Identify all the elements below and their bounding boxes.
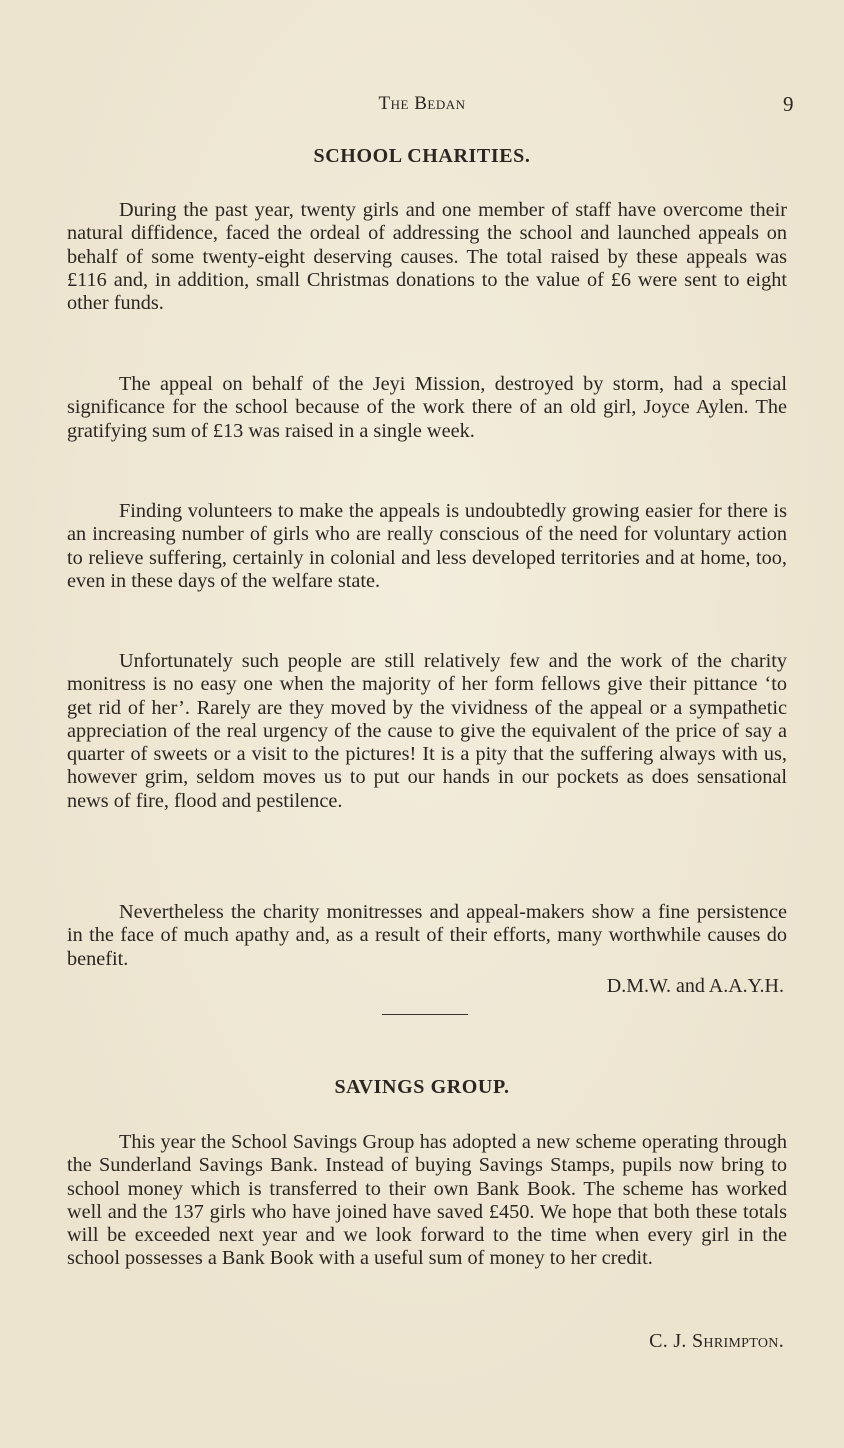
page-number: 9 <box>783 92 794 116</box>
paragraph: The appeal on behalf of the Jeyi Mission, destroyed by storm, had a special significance for the school because of the work there of an old girl, Joyce Aylen. The gratifying sum of £13 was raised in a single week. <box>67 373 787 442</box>
paragraph: This year the School Savings Group has adopted a new scheme operating through the Sunderland Savings Bank. Instead of buying Savings Stamps, pupils now bring to school money which is transferred to their own Bank Book. The scheme has worked well and the 137 girls who have joined have saved £450. We hope that both these totals will be exceeded next year and we look forward to the time when every girl in the school possesses a Bank Book with a useful sum of money to her credit. <box>67 1131 787 1270</box>
paragraph: Finding volunteers to make the appeals is undoubtedly growing easier for there is an increasing number of girls who are really conscious of the need for voluntary action to relieve suffering, certainly in colonial and less developed territories and at home, too, even in these days of the welfare state. <box>67 500 787 592</box>
section-divider <box>382 1014 468 1015</box>
signature: C. J. Shrimpton. <box>649 1330 784 1352</box>
running-header <box>0 93 844 123</box>
paragraph: During the past year, twenty girls and one member of staff have overcome their natural diffidence, faced the ordeal of addressing the school and launched appeals on behalf of some twenty-eight deserving causes. The total raised by these appeals was £116 and, in addition, small Christmas donations to the value of £6 were sent to eight other funds. <box>67 199 787 315</box>
paragraph: Nevertheless the charity monitresses and appeal-makers show a fine persistence in the face of much apathy and, as a result of their efforts, many worthwhile causes do benefit. <box>67 901 787 970</box>
section-title-school-charities: SCHOOL CHARITIES. <box>313 145 531 167</box>
running-title: The Bedan <box>378 93 466 114</box>
signature: D.M.W. and A.A.Y.H. <box>606 975 784 997</box>
section-title-savings-group: SAVINGS GROUP. <box>334 1076 510 1098</box>
paragraph: Unfortunately such people are still relatively few and the work of the charity monitress is no easy one when the majority of her form fellows give their pittance ‘to get rid of her’. Rarely are they moved by the vividness of the appeal or a sympathetic appreciation of the real urgency of the cause to give the equivalent of the price of say a quarter of sweets or a visit to the pictures! It is a pity that the suffering always with us, however grim, seldom moves us to put our hands in our pockets as does sensational news of fire, flood and pestilence. <box>67 650 787 812</box>
